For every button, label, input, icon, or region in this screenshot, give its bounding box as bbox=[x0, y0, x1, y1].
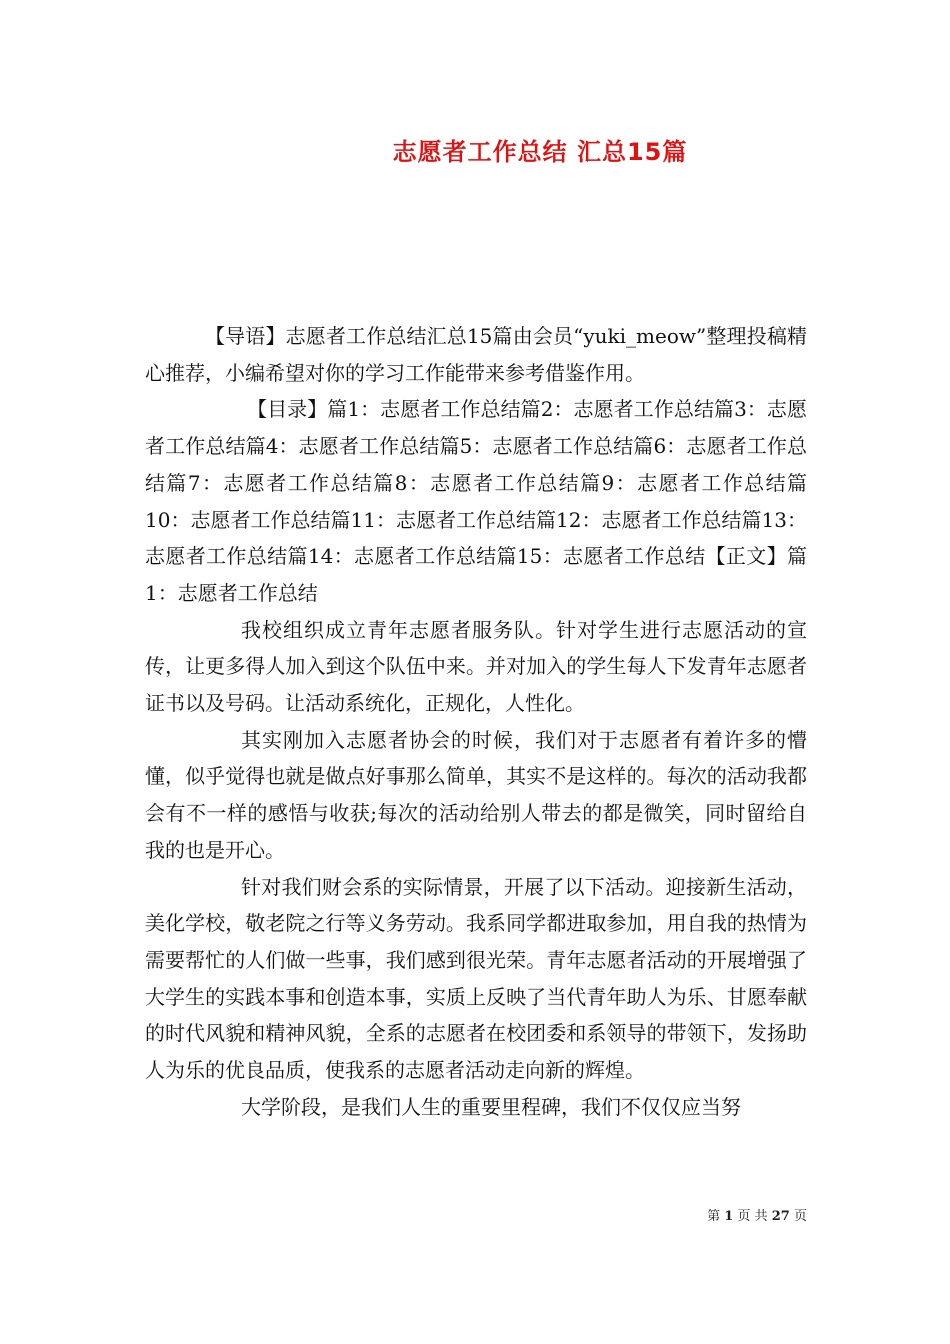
body-paragraph: 我校组织成立青年志愿者服务队。针对学生进行志愿活动的宣传，让更多得人加入到这个队伍中来。并对加入的学生每人下发青年志愿者证书以及号码。让活动系统化，正规化，人性化。 bbox=[145, 617, 807, 716]
page-footer bbox=[707, 1205, 807, 1224]
intro-paragraph: 【导语】志愿者工作总结汇总15篇由会员“yuki_meow”整理投稿精心推荐，小编希望对你的学习工作能带来参考借鉴作用。 bbox=[145, 324, 807, 385]
toc-paragraph: 【目录】篇1：志愿者工作总结篇2：志愿者工作总结篇3：志愿者工作总结篇4：志愿者工作总结篇5：志愿者工作总结篇6：志愿者工作总结篇7：志愿者工作总结篇8：志愿者工作总结篇9：志愿者工作总结篇10：志愿者工作总结篇11：志愿者工作总结篇12：志愿者工作总结篇13：志愿者工作总结篇14：志愿者工作总结篇15：志愿者工作总结【正文】篇1：志愿者工作总结 bbox=[145, 397, 807, 605]
footer-prefix: 第 bbox=[707, 1209, 721, 1224]
total-page-count: 27 bbox=[771, 1209, 790, 1224]
body-paragraph: 针对我们财会系的实际情景，开展了以下活动。迎接新生活动，美化学校，敬老院之行等义务劳动。我系同学都进取参加，用自我的热情为需要帮忙的人们做一些事，我们感到很光荣。青年志愿者活动的开展增强了大学生的实践本事和创造本事，实质上反映了当代青年助人为乐、甘愿奉献的时代风貌和精神风貌，全系的志愿者在校团委和系领导的带领下，发扬助人为乐的优良品质，使我系的志愿者活动走向新的辉煌。 bbox=[145, 874, 807, 1083]
footer-middle: 页 共 bbox=[737, 1209, 768, 1224]
body-paragraph: 大学阶段，是我们人生的重要里程碑，我们不仅仅应当努 bbox=[241, 1094, 741, 1119]
document-title: 志愿者工作总结 汇总15篇 bbox=[392, 138, 688, 166]
document-body bbox=[145, 318, 807, 1125]
body-paragraph: 其实刚加入志愿者协会的时候，我们对于志愿者有着许多的懵懂，似乎觉得也就是做点好事那么简单，其实不是这样的。每次的活动我都会有不一样的感悟与收获;每次的活动给别人带去的都是微笑，同时留给自我的也是开心。 bbox=[145, 727, 807, 862]
footer-suffix: 页 bbox=[793, 1209, 807, 1224]
current-page-number: 1 bbox=[724, 1209, 734, 1224]
